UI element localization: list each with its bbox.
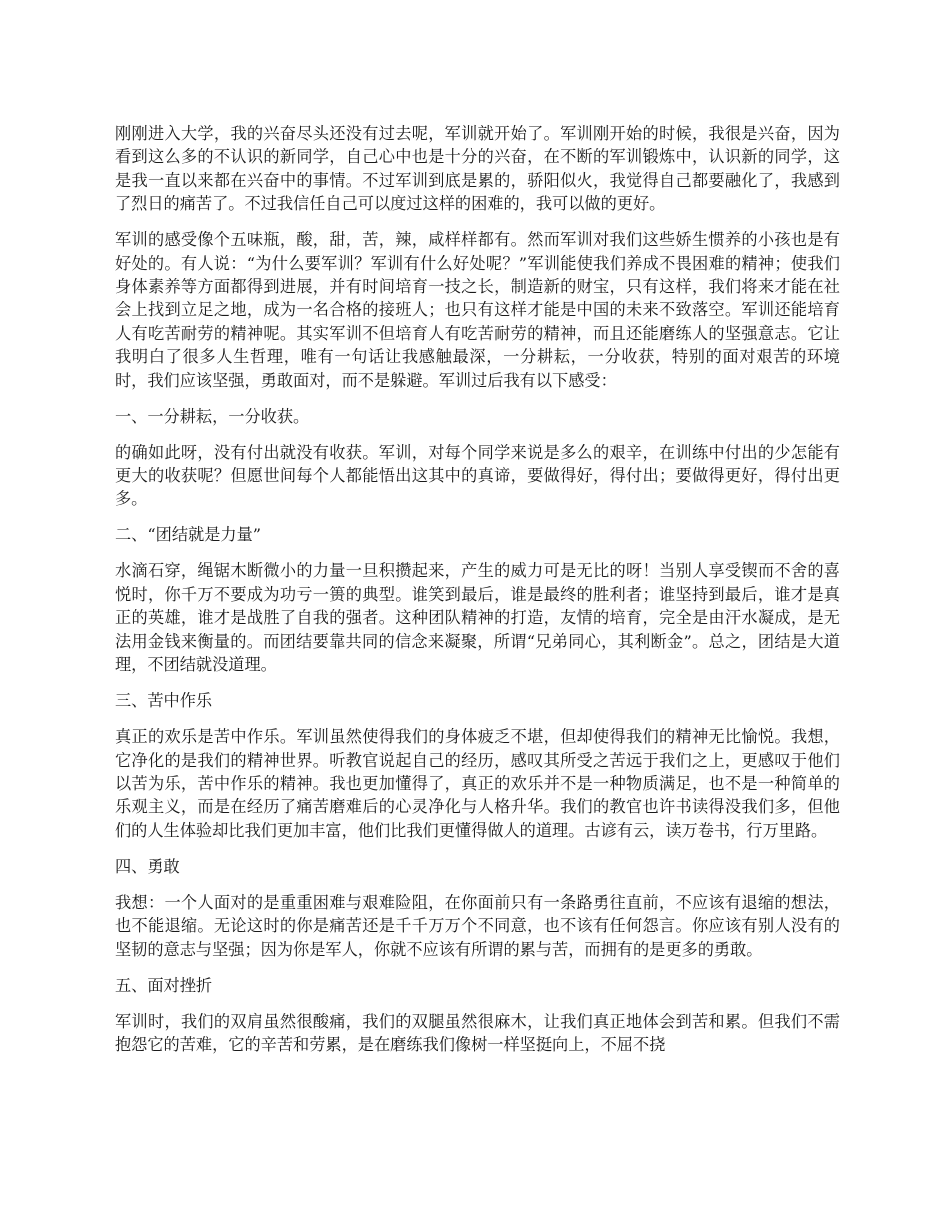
section-heading-3: 三、苦中作乐 xyxy=(115,691,213,711)
document-page xyxy=(115,122,840,1069)
section-heading-5: 五、面对挫折 xyxy=(115,975,213,995)
paragraph-section-4: 我想：一个人面对的是重重困难与艰难险阻，在你面前只有一条路勇往直前，不应该有退缩的想法，也不能退缩。无论这时的你是痛苦还是千千万万个不同意，也不该有任何怨言。你应该有别人没有的坚韧的意志与坚强；因为你是军人，你就不应该有所谓的累与苦，而拥有的是更多的勇敢。 xyxy=(115,892,840,959)
paragraph-section-3: 真正的欢乐是苦中作乐。军训虽然使得我们的身体疲乏不堪，但却使得我们的精神无比愉悦。我想，它净化的是我们的精神世界。听教官说起自己的经历，感叹其所受之苦远于我们之上，更感叹于他们以苦为乐，苦中作乐的精神。我也更加懂得了，真正的欢乐并不是一种物质满足，也不是一种简单的乐观主义，而是在经历了痛苦磨难后的心灵净化与人格升华。我们的教官也许书读得没我们多，但他们的人生体验却比我们更加丰富，他们比我们更懂得做人的道理。古谚有云，读万卷书，行万里路。 xyxy=(115,727,840,840)
section-heading-4: 四、勇敢 xyxy=(115,856,180,876)
paragraph-intro: 刚刚进入大学，我的兴奋尽头还没有过去呢，军训就开始了。军训刚开始的时候，我很是兴奋，因为看到这么多的不认识的新同学，自己心中也是十分的兴奋，在不断的军训锻炼中，认识新的同学，这是我一直以来都在兴奋中的事情。不过军训到底是累的，骄阳似火，我觉得自己都要融化了，我感到了烈日的痛苦了。不过我信任自己可以度过这样的困难的，我可以做的更好。 xyxy=(115,124,840,214)
paragraph-section-1: 的确如此呀，没有付出就没有收获。军训，对每个同学来说是多么的艰辛，在训练中付出的少怎能有更大的收获呢？但愿世间每个人都能悟出这其中的真谛，要做得好，得付出；要做得更好，得付出更多。 xyxy=(115,442,840,509)
section-heading-1: 一、一分耕耘，一分收获。 xyxy=(115,406,310,426)
paragraph-feelings: 军训的感受像个五味瓶，酸，甜，苦，辣，咸样样都有。然而军训对我们这些娇生惯养的小孩也是有好处的。有人说：“为什么要军训？军训有什么好处呢？”军训能使我们养成不畏困难的精神；使我们身体素养等方面都得到进展，并有时间培育一技之长，制造新的财宝，只有这样，我们将来才能在社会上找到立足之地，成为一名合格的接班人；也只有这样才能是中国的未来不致落空。军训还能培育人有吃苦耐劳的精神呢。其实军训不但培育人有吃苦耐劳的精神，而且还能磨练人的坚强意志。它让我明白了很多人生哲理，唯有一句话让我感触最深，一分耕耘，一分收获，特别的面对艰苦的环境时，我们应该坚强，勇敢面对，而不是躲避。军训过后我有以下感受： xyxy=(115,230,840,390)
paragraph-section-2: 水滴石穿，绳锯木断微小的力量一旦积攒起来，产生的威力可是无比的呀！当别人享受锲而不舍的喜悦时，你千万不要成为功亏一篑的典型。谁笑到最后，谁是最终的胜利者；谁坚持到最后，谁才是真正的英雄，谁才是战胜了自我的强者。这种团队精神的打造，友情的培育，完全是由汗水凝成，是无法用金钱来衡量的。而团结要靠共同的信念来凝聚，所谓“兄弟同心，其利断金”。总之，团结是大道理，不团结就没道理。 xyxy=(115,561,840,675)
paragraph-section-5: 军训时，我们的双肩虽然很酸痛，我们的双腿虽然很麻木，让我们真正地体会到苦和累。但我们不需抱怨它的苦难，它的辛苦和劳累，是在磨练我们像树一样坚挺向上，不屈不挠 xyxy=(115,1011,840,1054)
section-heading-2: 二、“团结就是力量” xyxy=(115,525,262,545)
